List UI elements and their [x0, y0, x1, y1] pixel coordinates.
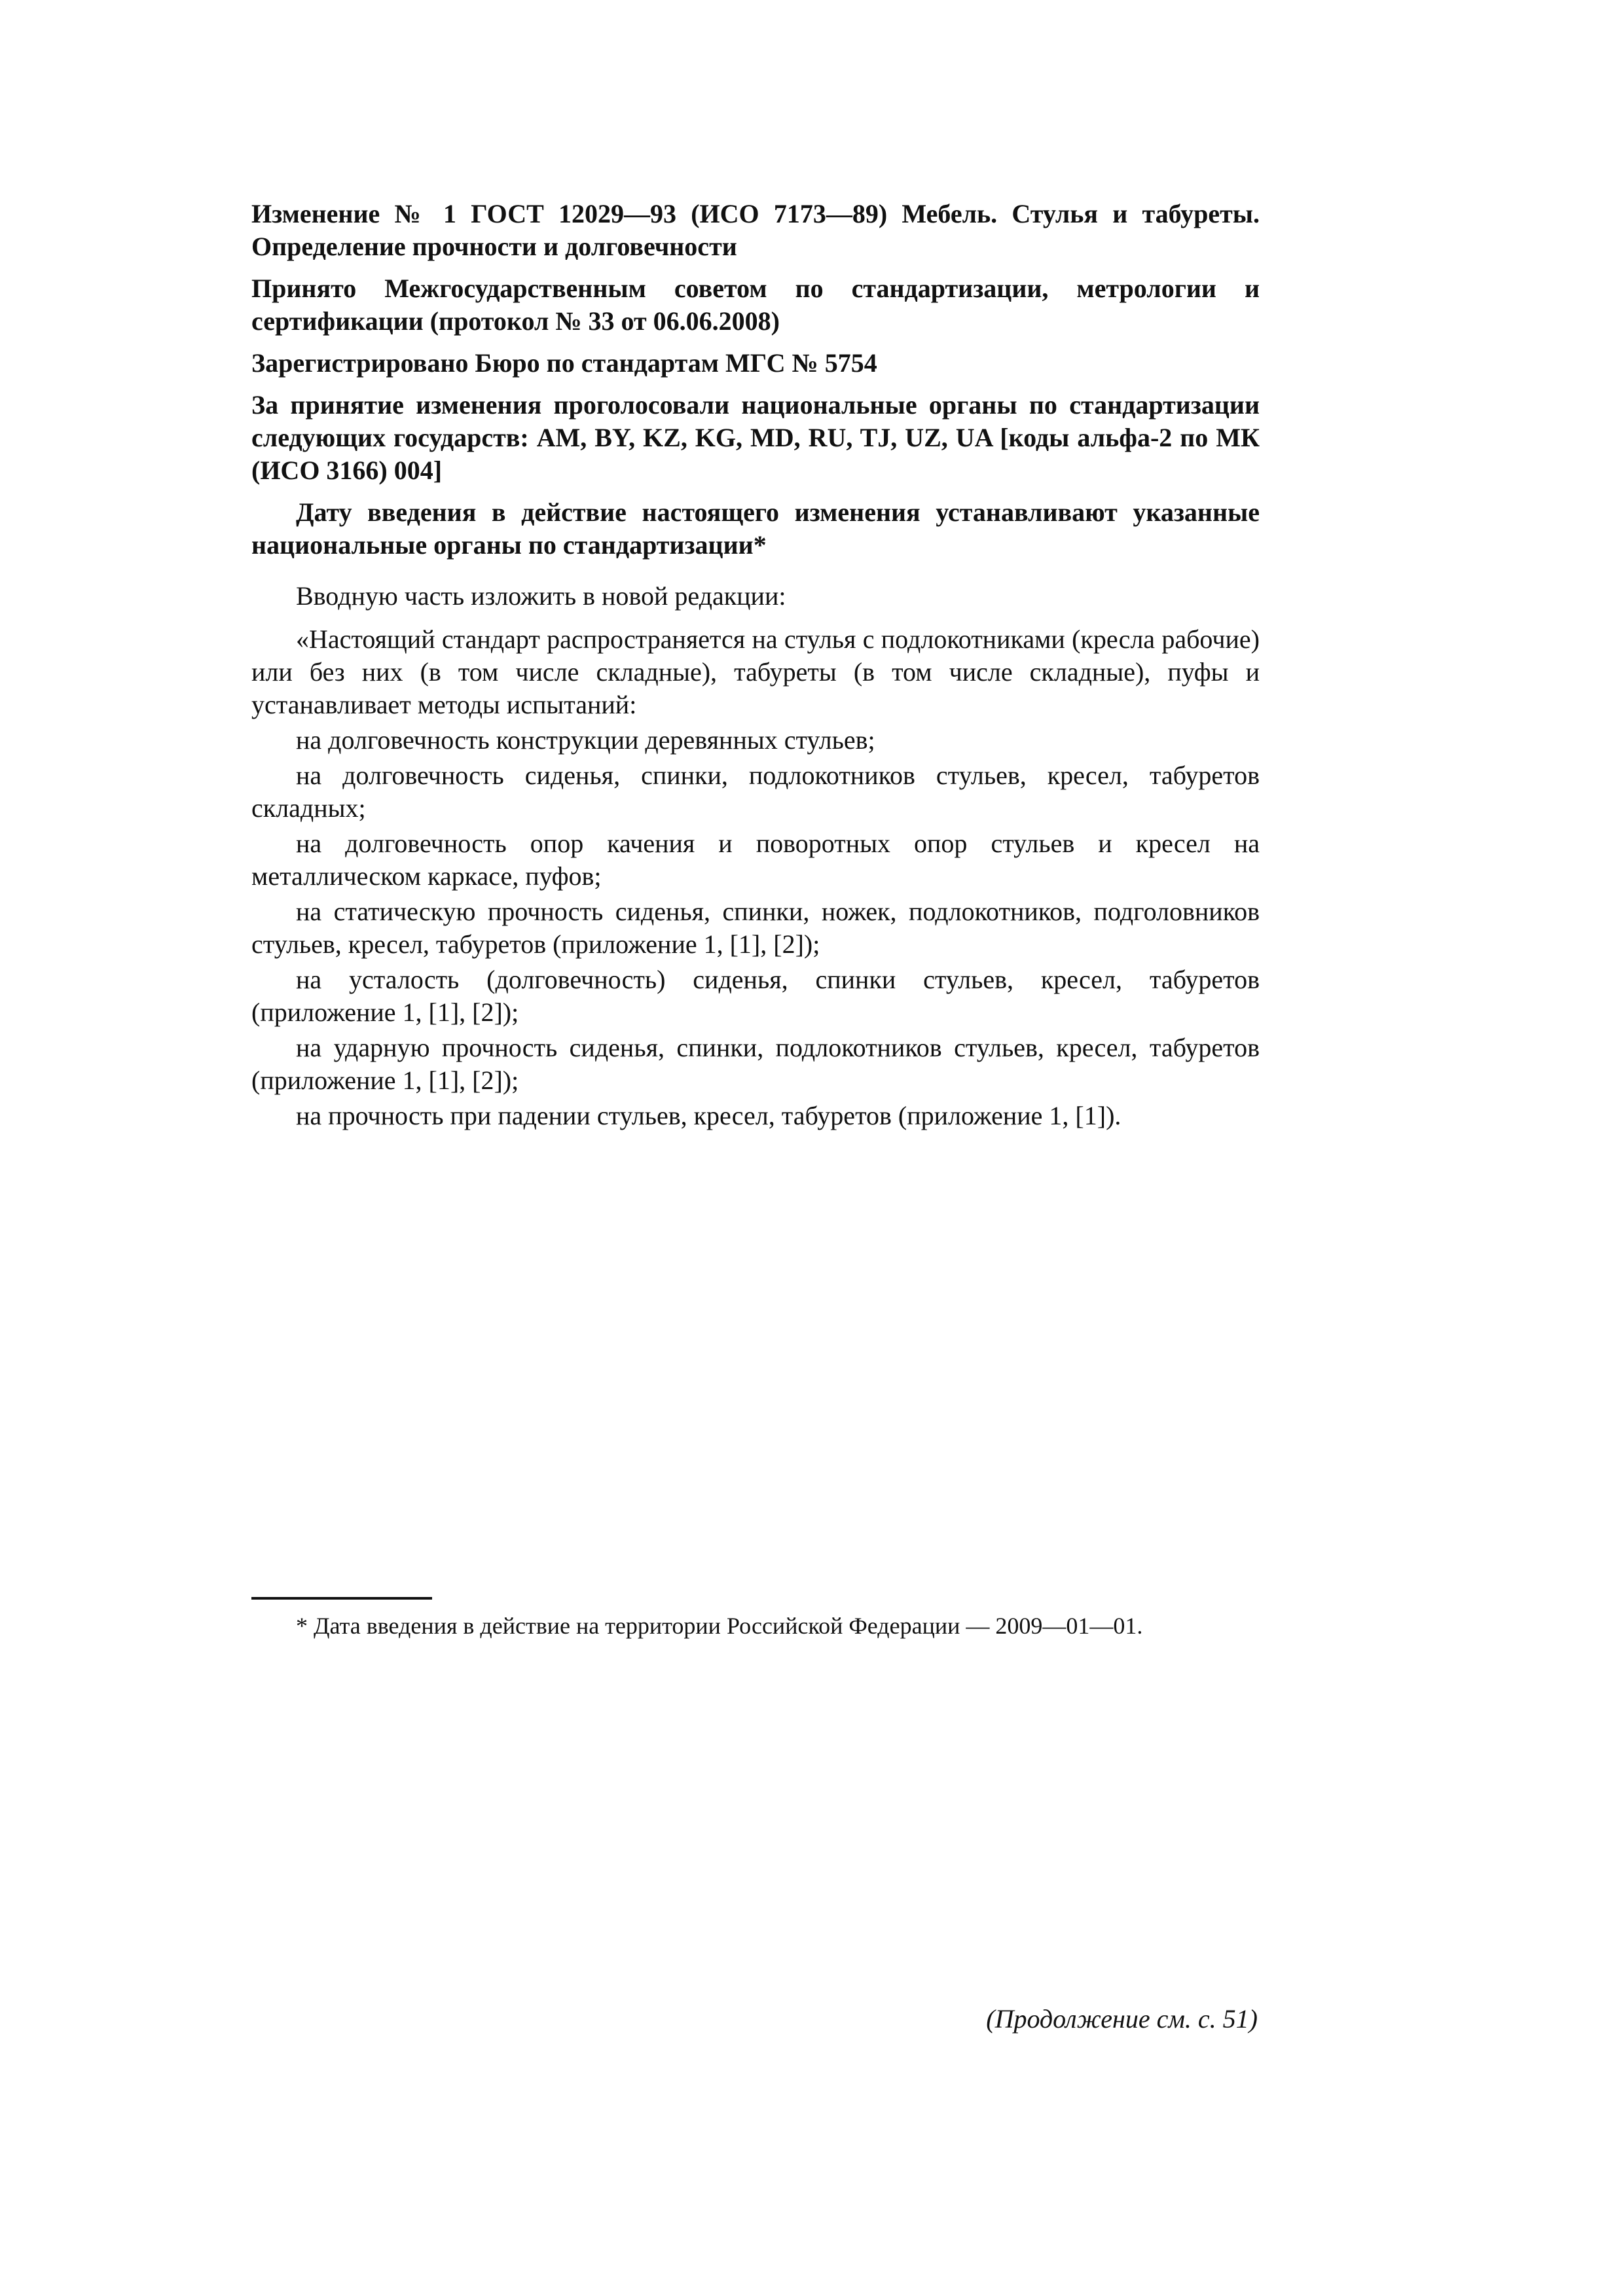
body-paragraph-7: на ударную прочность сиденья, спинки, подлокотников стульев, кресел, табуретов (приложение 1, [1], [2]);: [251, 1033, 1260, 1095]
footnote-text: * Дата введения в действие на территории Российской Федерации — 2009—01—01.: [296, 1613, 1143, 1639]
effective-date-info: Дату введения в действие настоящего изменения устанавливают указанные национальные органы по стандартизации*: [251, 497, 1260, 560]
body-paragraph-5: на статическую прочность сиденья, спинки, ножек, подлокотников, подголовников стульев, кресел, табуретов (приложение 1, [1], [2]);: [251, 897, 1260, 959]
document-content: [251, 198, 1260, 1135]
amendment-title: Изменение № 1 ГОСТ 12029—93 (ИСО 7173—89) Мебель. Стулья и табуреты. Определение прочности и долговечности: [251, 199, 1260, 261]
body-paragraph-1: «Настоящий стандарт распространяется на стулья с подлокотниками (кресла рабочие) или без них (в том числе складные), табуреты (в том числе складные), пуфы и устанавливает методы испытаний:: [251, 624, 1260, 719]
body-paragraph-2: на долговечность конструкции деревянных стульев;: [296, 725, 875, 755]
body-paragraph-6: на усталость (долговечность) сиденья, спинки стульев, кресел, табуретов (приложение 1, [1], [2]);: [251, 965, 1260, 1027]
spacer: [251, 571, 1260, 580]
intro-instruction: Вводную часть изложить в новой редакции:: [296, 581, 786, 611]
footnote-divider: [251, 1597, 432, 1600]
continuation-note: (Продолжение см. с. 51): [986, 2004, 1258, 2034]
body-paragraph-4: на долговечность опор качения и поворотных опор стульев и кресел на металлическом каркасе, пуфов;: [251, 829, 1260, 891]
body-paragraph-8: на прочность при падении стульев, кресел, табуретов (приложение 1, [1]).: [296, 1101, 1122, 1130]
adoption-info: Принято Межгосударственным советом по стандартизации, метрологии и сертификации (протокол № 33 от 06.06.2008): [251, 274, 1260, 336]
footnote: [251, 1611, 1260, 1640]
voting-info: За принятие изменения проголосовали национальные органы по стандартизации следующих государств: AM, BY, KZ, KG, MD, RU, TJ, UZ, UA [коды альфа-2 по МК (ИСО 3166) 004]: [251, 390, 1260, 485]
registration-info: Зарегистрировано Бюро по стандартам МГС № 5754: [251, 348, 877, 378]
body-paragraph-3: на долговечность сиденья, спинки, подлокотников стульев, кресел, табуретов складных;: [251, 761, 1260, 823]
